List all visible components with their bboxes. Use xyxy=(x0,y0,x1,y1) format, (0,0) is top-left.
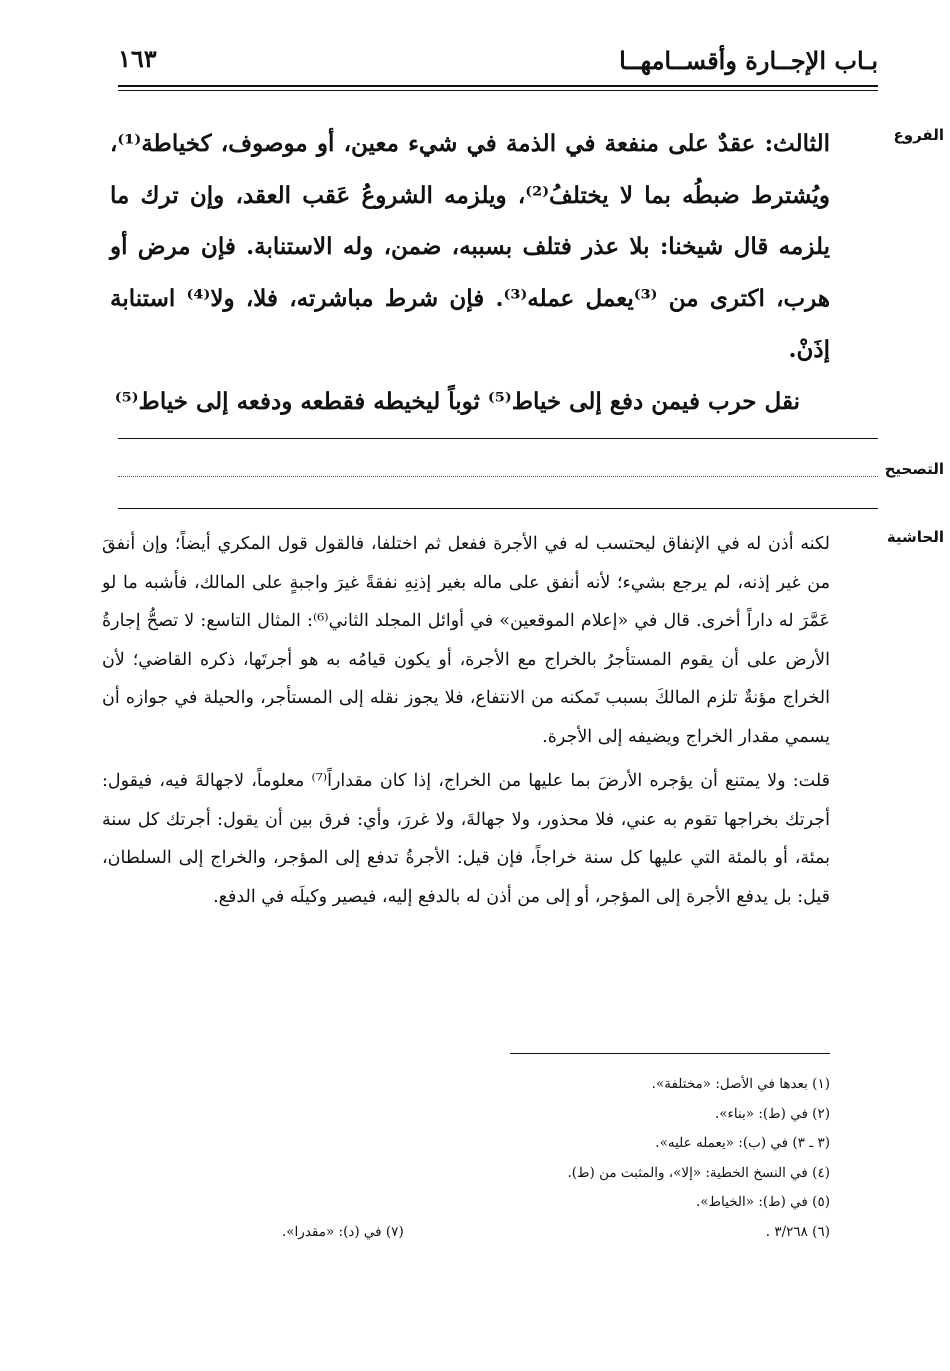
margin-label-hashiya: الحاشية xyxy=(886,528,944,546)
footnote: (١) بعدها في الأصل: «مختلفة». xyxy=(651,1076,830,1092)
footnote: (٧) في (د): «مقدرا». xyxy=(282,1223,404,1240)
main-paragraph-continued: نقل حرب فيمن دفع إلى خياط⁽⁵⁾ ثوباً ليخيطه فقطعه ودفعه إلى خياط⁽⁵⁾ xyxy=(114,387,800,415)
footnotes-block xyxy=(102,1070,830,1247)
footnote: (٥) في (ط): «الخياط». xyxy=(695,1194,830,1210)
page-number: ١٦٣ xyxy=(118,44,157,73)
footnote-row xyxy=(102,1218,830,1248)
hashiya-text-block xyxy=(102,525,830,916)
hashiya-paragraph-second: قلت: ولا يمتنع أن يؤجره الأرضَ بما عليها من الخراج، إذا كان مقداراً⁽⁷⁾ معلوماً، لاجهالةَ فيه، فيقول: أجرتك بخراجها تقوم به عني، فلا محذور، ولا جهالةَ، ولا غررَ، وأي: فرق بين أن يقول: أجرتك كل سنة بمئة، أو بالمئة التي عليها كل سنة خراجاً، فإن قيل: الأجرةُ تدفع إلى المؤجر، والخراج إلى السلطان، قيل: بل يدفع الأجرة إلى المؤجر، أو إلى من أذن له بالدفع إليه، فيصير وكيلَه في الدفع. xyxy=(102,771,830,907)
margin-label-tashih: التصحيح xyxy=(884,460,944,478)
footnote: (٤) في النسخ الخطية: «إلا»، والمثبت من (ط). xyxy=(567,1164,830,1181)
hashiya-paragraph: لكنه أذن له في الإنفاق ليحتسب له في الأجرة ففعل ثم اختلفا، فالقول قول المكري أيضاً؛ وإن أنفقَ من غير إذنه، لم يرجع بشيء؛ لأنه أنفق على ماله بغير إذنِهِ نفقةً غيرَ واجبةٍ على المالك، فأشبه ما لو عَمَّرَ له داراً أخرى. قال في «إعلام الموقعين» في أوائل المجلد الثاني⁽⁶⁾: المثال التاسع: لا تصحُّ إجارةُ الأرض على أن يقوم المستأجرُ بالخراج مع الأجرة، أو يكون قيامُه به هو أجرتَها، ذكره القاضي؛ لأن الخراج مؤنةٌ تلزم المالكَ بسبب تَمكنه من الانتفاع، فلا يجوز نقله إلى المستأجر، والحيلة في جوازه أن يسمي مقدار الخراج ويضيفه إلى الأجرة. xyxy=(102,534,830,747)
main-text-divider xyxy=(118,438,878,439)
tashih-divider xyxy=(118,508,878,509)
margin-label-furu: الفروع xyxy=(893,126,944,144)
header-rule-thick xyxy=(118,85,878,87)
footnote: (٣ ـ ٣) في (ب): «يعمله عليه». xyxy=(655,1135,830,1151)
tashih-dotted-line xyxy=(118,476,878,477)
header-rule-thin xyxy=(118,90,878,91)
footnote: (٢) في (ط): «بناء». xyxy=(714,1105,830,1122)
footnote-separator xyxy=(510,1053,830,1054)
running-header-title: بـاب الإجــارة وأقســامهــا xyxy=(619,46,878,75)
main-paragraph: الثالث: عقدٌ على منفعة في الذمة في شيء معين، أو موصوف، كخياطة⁽¹⁾، ويُشترط ضبطُه بما لا يختلفُ⁽²⁾، ويلزمه الشروعُ عَقب العقد، وإن ترك ما يلزمه قال شيخنا: بلا عذر فتلف بسببه، ضمن، وله الاستنابة. فإن مرض أو هرب، اكترى من ⁽³⁾يعمل عمله⁽³⁾. فإن شرط مباشرته، فلا، ولا⁽⁴⁾ استنابة إذَنْ. xyxy=(110,130,831,363)
footnote: (٦) ٣/٢٦٨ . xyxy=(765,1223,830,1240)
main-text-block xyxy=(110,118,830,427)
